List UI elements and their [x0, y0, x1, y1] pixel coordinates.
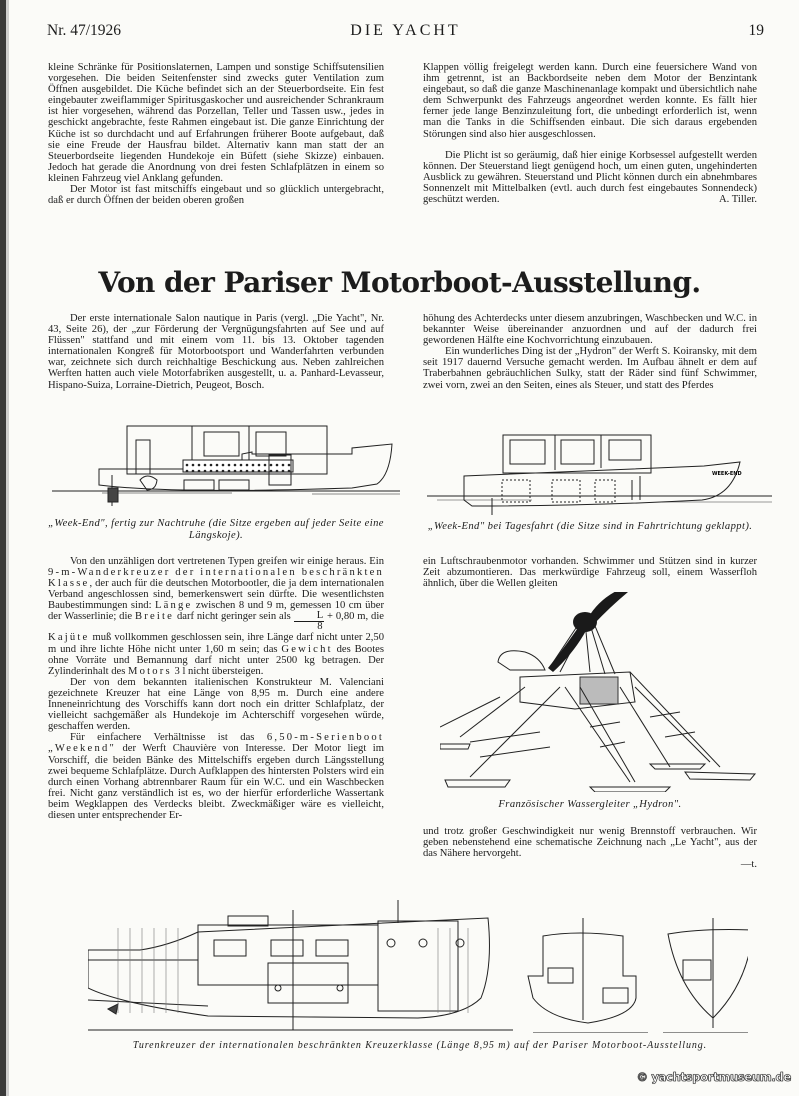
- fraction-l-over-8: $\frac{L}{8}$: [294, 611, 324, 632]
- spaced-emphasis: 9-m-Wanderkreuzer der internationalen beschränkten Klasse: [48, 567, 384, 590]
- body-right-column-bottom: [423, 826, 757, 870]
- cruiser-profile: [88, 900, 513, 1030]
- caption-cruiser-plan: Turenkreuzer der internationalen beschränkten Kreuzerklasse (Länge 8,95 m) auf der Pariser Motorboot-Ausstellung.: [132, 1040, 708, 1051]
- body-left-column: [48, 556, 384, 821]
- paragraph: Der von dem bekannten italienischen Konstrukteur M. Valenciani gezeichnete Kreuzer hat eine Länge von 8,95 m. Durch eine andere Inneneinrichtung des Vorschiffs kann dort noch ein dritter Schlafplatz, der vielleicht sachgemäßer als Hundekoje im Achterschiff vorgesehen würde, geschaffen werden.: [48, 676, 384, 733]
- paragraph: höhung des Achterdecks unter diesem anzubringen, Waschbecken und W.C. in bekannter Weise übereinander anzuordnen und auf der dadurch frei gewordenen Hälfte eine Kochvorrichtung einzubauen.: [423, 313, 757, 347]
- float-right: [650, 764, 705, 769]
- magazine-title: DIE YACHT: [350, 22, 461, 39]
- propeller: [548, 592, 628, 672]
- paragraph: Ein wunderliches Ding ist der „Hydron" der Werft S. Koiransky, mit dem seit 1917 dauernd Versuche gemacht werden. Im Aufbau ähnelt er dem auf Traberbahnen gebräuchlichen Sulky, statt der Räder sind fünf Schwimmer, zwei vorn, zwei an den Seiten, eines als Steuer, und statt des Pferdes: [423, 346, 757, 391]
- intro-right-column: [423, 313, 757, 391]
- float-front-right: [590, 787, 670, 792]
- spaced-emphasis: Länge: [154, 600, 193, 612]
- paragraph: und trotz großer Geschwindigkeit nur wenig Brennstoff verbrauchen. Wir geben nebenstehend eine schematische Zeichnung nach „Le Yacht", aus der das Nähere hervorgeht.: [423, 826, 757, 860]
- figure-weekend-day: [412, 430, 787, 520]
- figure-cruiser-plan: [88, 888, 748, 1033]
- hull-outline: [464, 462, 740, 506]
- caption-weekend-day: „Week-End" bei Tagesfahrt (die Sitze sind in Fahrtrichtung geklappt).: [427, 521, 753, 532]
- paragraph: Der erste internationale Salon nautique in Paris (vergl. „Die Yacht", Nr. 43, Seite 26), der „zur Förderung der Vergnügungsfahrten auf See und auf Flüssen" stattfand und mit einem vom 11. bis 13. Oktober tagenden internationalen Kongreß für Motorbootsport und Wanderfahrten verbunden war, zeichnete sich durch reichhaltige Beschickung aus. Neben zahlreichen Werften hatten auch viele Motorfabriken ausgestellt, u. a. Panhard-Levasseur, Hispano-Suiza, Lorraine-Dietrich, Peugeot, Bosch.: [48, 313, 384, 391]
- paragraph: Von den unzähligen dort vertretenen Typen greifen wir einige heraus. Ein 9-m-Wanderkreuzer der internationalen beschränkten Klasse, der auch für die deutschen Motorbootler, die ja dem internationalen Verband angeschlossen sind, bemerkenswert sein dürfte. Die wesentlichsten Baubestimmungen sind: Länge zwischen 8 und 9 m, gemessen 10 cm über der Wasserlinie; die Breite darf nicht geringer sein als $\frac{L}{8}$ + 0,80 m, die Kajüte muß vollkommen geschlossen sein, ihre Länge darf nicht unter 2,50 m und ihre lichte Höhe nicht unter 1,60 m sein; das Gewicht des Bootes ohne Vorräte und Bemannung darf nicht unter 2500 kg betragen. Der Zylinderinhalt des Motors 3 l nicht übersteigen.: [48, 556, 385, 677]
- float-front-left: [445, 780, 510, 787]
- cruiser-section-bow: [663, 918, 748, 1033]
- paragraph: Der Motor ist fast mitschiffs eingebaut und so glücklich untergebracht, daß er durch Öffnen der beiden oberen großen: [48, 184, 384, 207]
- paragraph: Klappen völlig freigelegt werden kann. Durch eine feuersichere Wand von ihm getrennt, ist an Backbordseite neben dem Motor der Benzintank eingebaut, so daß die ganze Maschinenanlage kompakt und übersichtlich nahe dem Schwerpunkt des Fahrzeugs angeordnet werden konnte. Es fällt hier ferner jede lange Benzinzuleitung fort, die unbedingt erforderlich ist, wenn man die Tanks in die Schiffsenden einbaut. Die sich daraus ergebenden Störungen sind also hier ausgeschlossen.: [423, 62, 757, 140]
- spaced-emphasis: Motors: [128, 665, 172, 677]
- author-signature: A. Tiller.: [719, 194, 757, 206]
- prev-article-right-column: [423, 62, 757, 205]
- prev-article-left-column: [48, 62, 384, 206]
- caption-weekend-night: „Week-End", fertig zur Nachtruhe (die Sitze ergeben auf jeder Seite eine Längskoje).: [48, 518, 384, 541]
- spaced-emphasis: Breite: [135, 611, 175, 623]
- paragraph: Die Plicht ist so geräumig, daß hier einige Korbsessel aufgestellt werden können. Der Steuerstand liegt genügend hoch, um einen guten, ungehinderten Ausblick zu gewähren. Steuerstand und Plicht können durch ein abnehmbares Sonnenzelt mit Mittelbalken (evtl. auch durch fest eingebautes Sonnendeck) geschützt werden.: [423, 149, 757, 206]
- running-header: [47, 22, 764, 46]
- paragraph: ein Luftschraubenmotor vorhanden. Schwimmer und Stützen sind in kurzer Zeit abzumontieren. Das merkwürdige Fahrzeug soll, einem Wasserfloh ähnlich, über die Wellen gleiten: [423, 556, 757, 590]
- intro-left-column: [48, 313, 384, 391]
- page-number: 19: [748, 22, 764, 39]
- paragraph: kleine Schränke für Positionslaternen, Lampen und sonstige Schiffsutensilien vorgesehen. Die beiden Seitenfenster sind zwecks guter Ventilation zum Öffnen ausgebildet. Die Küche befindet sich an der Steuerbordseite. Ein fest eingebauter zweiflammiger Spiritusgaskocher und ausreichender Schrankraum ist hier vorgesehen, während das Porzellan, Teller und Tassen usw., jedes in geschickt angebrachte, feste Rahmen eingebaut ist. Die ganze Einrichtung der Küche ist so durchdacht und auf Erfahrungen früherer Boote aufgebaut, daß sie eine Freude der Hausfrau bildet. Alternativ kann man statt der an Steuerbordseite liegenden Hundekoje ein Büfett (siehe Skizze) einbauen. Jedoch hat gerade die Anordnung von drei festen Schlafplätzen in einem so kleinen Fahrzeug viel Anklang gefunden.: [48, 62, 384, 184]
- figure-hydron: [440, 592, 760, 792]
- float-rudder: [685, 772, 755, 780]
- issue-number: Nr. 47/1926: [47, 22, 122, 39]
- article-title: Von der Pariser Motorboot-Ausstellung.: [98, 266, 701, 299]
- cockpit-seat: [498, 651, 545, 670]
- body-right-column-top: [423, 556, 757, 589]
- caption-hydron: Französischer Wassergleiter „Hydron".: [498, 799, 682, 810]
- canopy: [503, 435, 651, 473]
- spaced-emphasis: Gewicht: [281, 643, 333, 655]
- figure-weekend-night: [52, 420, 402, 515]
- author-signature: —t.: [740, 859, 757, 871]
- spaced-emphasis: 6,50-m-Serienboot „Weekend": [48, 732, 384, 755]
- cruiser-section-midship: [528, 918, 648, 1033]
- watermark: © yachtsportmuseum.de: [636, 1070, 791, 1084]
- paragraph: Für einfachere Verhältnisse ist das 6,50-m-Serienboot „Weekend" der Werft Chauvière von Interesse. Der Motor liegt im Vorschiff, die beiden Bänke des Mittelschiffs ergeben durch Längsstellung zwei bequeme Schlafplätze. Durch Aufklappen des hintersten Polsters wird ein durch einen Vorhang abtrennbarer Raum für ein W.C. und ein Waschbecken frei. Nicht ganz verständlich ist es, wo der hierfür erforderliche Wassertank beim Wegklappen des Verdecks bleibt. Zweckmäßiger wäre es vielleicht, diesen unter entsprechender Er-: [48, 732, 384, 821]
- page-binding-shadow: [6, 0, 9, 1096]
- float-left: [440, 744, 470, 749]
- hull-name-label: WEEK-END: [712, 471, 742, 477]
- spaced-emphasis: Kajüte: [48, 632, 90, 644]
